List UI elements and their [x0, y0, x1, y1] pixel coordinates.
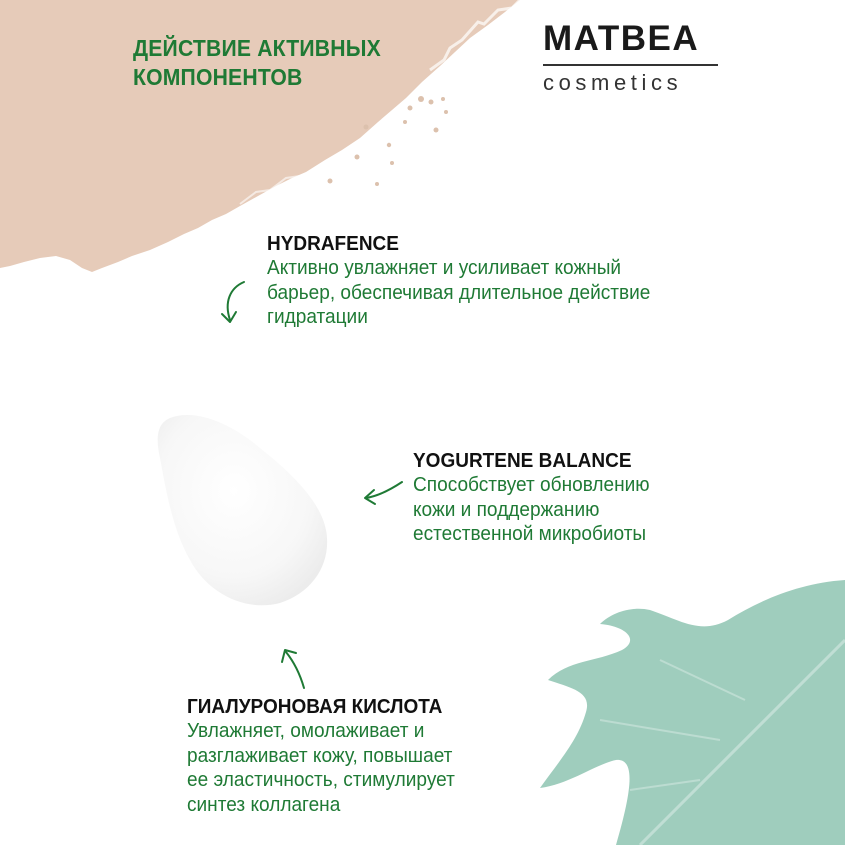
description-line: Способствует обновлению	[413, 473, 650, 496]
component-name: YOGURTENE BALANCE	[413, 450, 632, 472]
brand-subtitle: cosmetics	[543, 69, 683, 95]
description-line: кожи и поддержанию	[413, 497, 600, 521]
component-hydrafence	[267, 232, 679, 330]
component-name: HYDRAFENCE	[267, 233, 399, 255]
component-yogurtene-balance	[413, 449, 667, 547]
description-line: гидратации	[267, 305, 368, 328]
description-line: Активно увлажняет и усиливает кожный	[267, 256, 622, 279]
curved-arrow-icon	[360, 478, 406, 510]
description-line: естественной микробиоты	[413, 522, 647, 545]
curved-arrow-icon	[214, 280, 250, 328]
component-name: ГИАЛУРОНОВАЯ КИСЛОТА	[187, 696, 443, 718]
brand-divider	[543, 64, 718, 66]
description-line: синтез коллагена	[187, 792, 341, 816]
description-line: барьер, обеспечивая длительное действие	[267, 280, 651, 304]
component-description	[267, 256, 650, 330]
component-description	[187, 719, 455, 817]
title-line-1: ДЕЙСТВИЕ АКТИВНЫХ	[133, 35, 381, 61]
component-hyaluronic-acid	[187, 695, 475, 817]
component-description	[413, 473, 650, 547]
description-line: ее эластичность, стимулирует	[187, 768, 455, 791]
brand-logo	[543, 20, 718, 95]
title-line-2: КОМПОНЕНТОВ	[133, 64, 303, 90]
cream-swatch-icon	[158, 415, 327, 605]
description-line: Увлажняет, омолаживает и	[187, 719, 425, 742]
curved-arrow-icon	[276, 644, 312, 692]
page-title	[133, 34, 381, 92]
brand-name: MATBEA	[543, 19, 700, 58]
description-line: разглаживает кожу, повышает	[187, 743, 453, 767]
monstera-leaf-icon	[540, 580, 845, 845]
